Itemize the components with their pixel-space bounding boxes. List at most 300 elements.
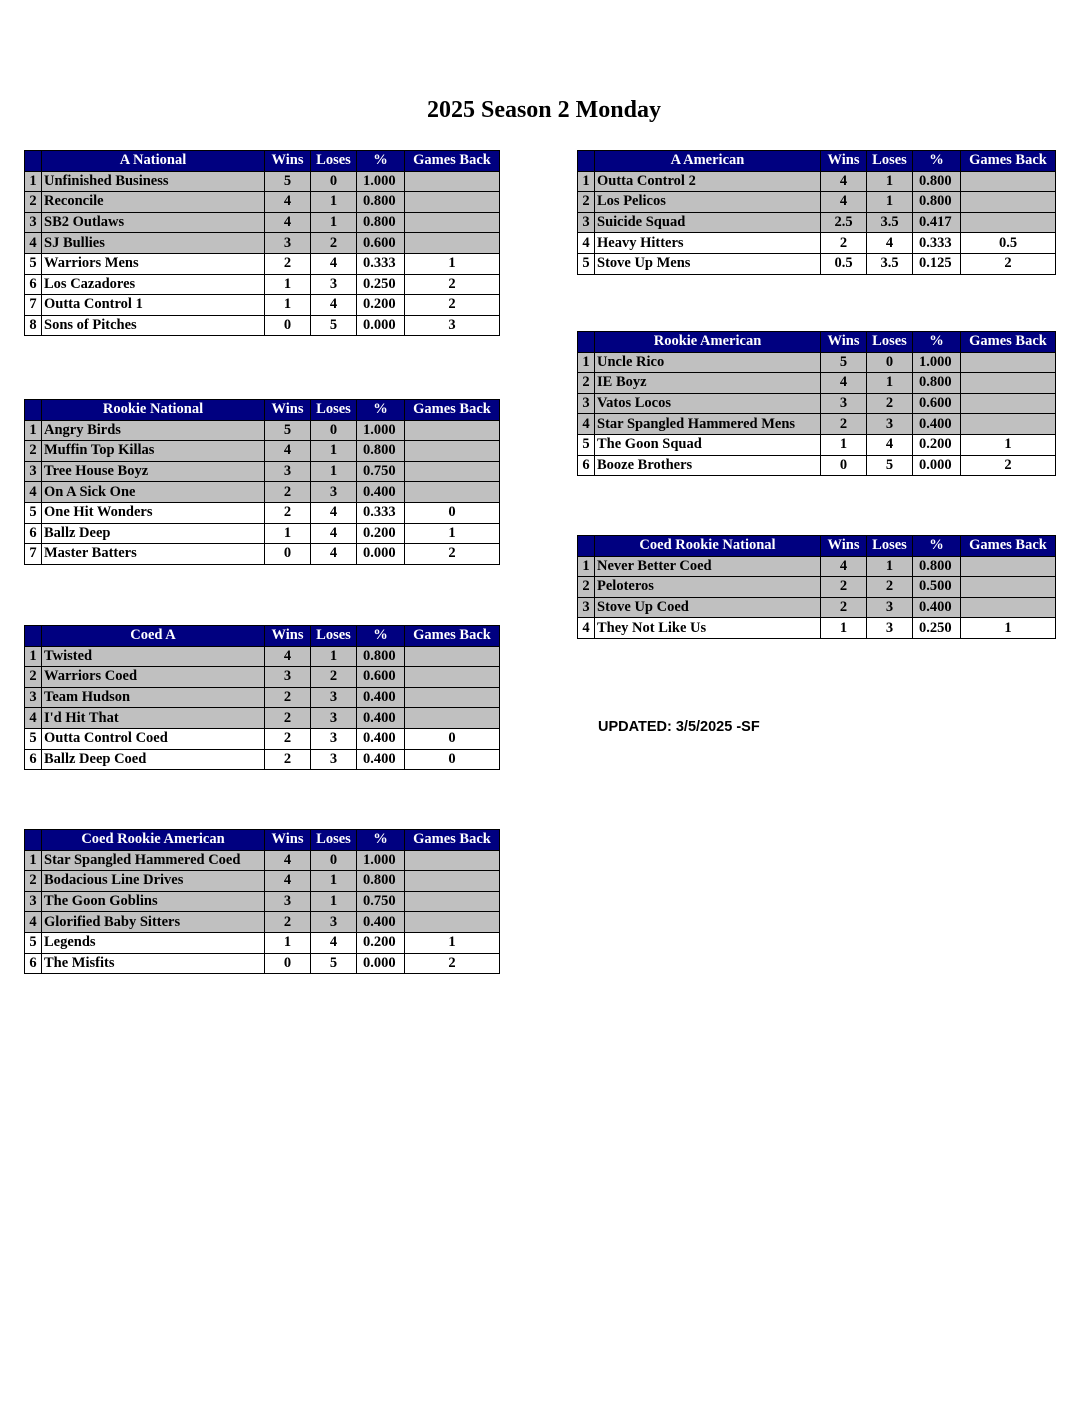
division-name: A American <box>595 151 821 172</box>
games-back-header: Games Back <box>961 151 1056 172</box>
loses-cell: 5 <box>867 455 913 476</box>
games-back-cell: 2 <box>405 544 500 565</box>
wins-cell: 3 <box>821 393 867 414</box>
games-back-cell <box>961 577 1056 598</box>
loses-cell: 1 <box>867 192 913 213</box>
table-header-row <box>578 332 1056 353</box>
loses-cell: 5 <box>311 953 357 974</box>
wins-cell: 0.5 <box>821 253 867 274</box>
rank-header <box>25 400 42 421</box>
rank-cell: 4 <box>578 414 595 435</box>
team-name-cell: One Hit Wonders <box>42 502 265 523</box>
pct-cell: 0.000 <box>357 315 405 336</box>
team-name-cell: I'd Hit That <box>42 708 265 729</box>
pct-cell: 0.600 <box>357 233 405 254</box>
wins-cell: 0 <box>265 544 311 565</box>
games-back-cell <box>405 171 500 192</box>
wins-cell: 4 <box>265 441 311 462</box>
team-name-cell: Reconcile <box>42 192 265 213</box>
standings-table-a-american <box>577 150 1056 275</box>
games-back-cell <box>405 912 500 933</box>
table-row <box>25 192 500 213</box>
wins-cell: 2 <box>265 912 311 933</box>
wins-cell: 1 <box>265 523 311 544</box>
pct-cell: 0.250 <box>357 274 405 295</box>
loses-header: Loses <box>867 332 913 353</box>
wins-cell: 5 <box>821 352 867 373</box>
table-row <box>25 687 500 708</box>
table-row <box>25 749 500 770</box>
pct-header: % <box>913 151 961 172</box>
table-row <box>25 461 500 482</box>
wins-cell: 4 <box>821 556 867 577</box>
pct-cell: 0.200 <box>357 295 405 316</box>
pct-header: % <box>357 151 405 172</box>
pct-cell: 0.400 <box>357 728 405 749</box>
rank-cell: 4 <box>25 708 42 729</box>
pct-header: % <box>913 536 961 557</box>
table-row <box>578 253 1056 274</box>
table-row <box>25 502 500 523</box>
games-back-cell <box>405 461 500 482</box>
games-back-cell <box>405 212 500 233</box>
rank-cell: 8 <box>25 315 42 336</box>
wins-cell: 3 <box>265 891 311 912</box>
team-name-cell: Team Hudson <box>42 687 265 708</box>
wins-cell: 2 <box>821 233 867 254</box>
games-back-cell: 1 <box>405 253 500 274</box>
team-name-cell: The Goon Goblins <box>42 891 265 912</box>
games-back-cell <box>961 373 1056 394</box>
wins-cell: 4 <box>265 850 311 871</box>
games-back-header: Games Back <box>405 626 500 647</box>
rank-cell: 6 <box>25 953 42 974</box>
loses-cell: 2 <box>867 577 913 598</box>
rank-cell: 3 <box>25 891 42 912</box>
loses-header: Loses <box>867 536 913 557</box>
rank-header <box>25 626 42 647</box>
wins-cell: 0 <box>265 953 311 974</box>
table-row <box>25 523 500 544</box>
games-back-header: Games Back <box>961 536 1056 557</box>
pct-cell: 0.250 <box>913 618 961 639</box>
loses-cell: 3 <box>311 687 357 708</box>
wins-cell: 3 <box>265 233 311 254</box>
pct-cell: 0.400 <box>357 749 405 770</box>
pct-cell: 0.400 <box>357 708 405 729</box>
loses-cell: 3 <box>311 708 357 729</box>
loses-cell: 2 <box>311 233 357 254</box>
wins-cell: 2 <box>265 728 311 749</box>
games-back-cell <box>405 192 500 213</box>
games-back-cell <box>961 393 1056 414</box>
wins-header: Wins <box>265 400 311 421</box>
team-name-cell: Los Pelicos <box>595 192 821 213</box>
team-name-cell: Bodacious Line Drives <box>42 871 265 892</box>
team-name-cell: Ballz Deep Coed <box>42 749 265 770</box>
games-back-cell <box>405 850 500 871</box>
loses-header: Loses <box>867 151 913 172</box>
games-back-cell: 2 <box>405 295 500 316</box>
loses-cell: 3 <box>867 414 913 435</box>
wins-cell: 1 <box>265 295 311 316</box>
wins-cell: 4 <box>821 192 867 213</box>
pct-cell: 0.333 <box>913 233 961 254</box>
loses-cell: 3 <box>311 728 357 749</box>
pct-cell: 0.800 <box>913 192 961 213</box>
rank-header <box>578 151 595 172</box>
loses-header: Loses <box>311 830 357 851</box>
loses-header: Loses <box>311 626 357 647</box>
team-name-cell: Star Spangled Hammered Coed <box>42 850 265 871</box>
loses-cell: 4 <box>311 295 357 316</box>
pct-cell: 0.800 <box>913 373 961 394</box>
games-back-cell: 0 <box>405 749 500 770</box>
games-back-cell <box>961 192 1056 213</box>
games-back-cell: 1 <box>961 618 1056 639</box>
team-name-cell: Legends <box>42 932 265 953</box>
wins-cell: 5 <box>265 420 311 441</box>
rank-cell: 6 <box>25 274 42 295</box>
table-row <box>25 544 500 565</box>
games-back-cell: 2 <box>405 953 500 974</box>
rank-cell: 5 <box>578 434 595 455</box>
wins-cell: 4 <box>265 646 311 667</box>
team-name-cell: The Goon Squad <box>595 434 821 455</box>
table-row <box>25 482 500 503</box>
wins-cell: 2 <box>821 597 867 618</box>
table-row <box>578 618 1056 639</box>
games-back-cell <box>405 871 500 892</box>
wins-cell: 3 <box>265 461 311 482</box>
games-back-header: Games Back <box>405 151 500 172</box>
pct-cell: 0.200 <box>357 932 405 953</box>
wins-cell: 2 <box>265 482 311 503</box>
table-row <box>578 373 1056 394</box>
table-row <box>25 708 500 729</box>
table-row <box>25 728 500 749</box>
wins-cell: 4 <box>265 192 311 213</box>
table-row <box>578 597 1056 618</box>
rank-cell: 7 <box>25 544 42 565</box>
games-back-header: Games Back <box>405 830 500 851</box>
wins-cell: 5 <box>265 171 311 192</box>
table-row <box>25 850 500 871</box>
pct-cell: 1.000 <box>913 352 961 373</box>
rank-cell: 1 <box>578 352 595 373</box>
pct-cell: 0.800 <box>913 556 961 577</box>
team-name-cell: SB2 Outlaws <box>42 212 265 233</box>
loses-cell: 3 <box>867 618 913 639</box>
games-back-cell: 3 <box>405 315 500 336</box>
table-row <box>25 871 500 892</box>
wins-cell: 2 <box>265 708 311 729</box>
team-name-cell: Heavy Hitters <box>595 233 821 254</box>
table-row <box>25 667 500 688</box>
table-header-row <box>25 400 500 421</box>
team-name-cell: Peloteros <box>595 577 821 598</box>
table-row <box>25 420 500 441</box>
loses-cell: 1 <box>867 171 913 192</box>
standings-table-coed-rookie-national <box>577 535 1056 639</box>
team-name-cell: Outta Control Coed <box>42 728 265 749</box>
games-back-cell: 2 <box>405 274 500 295</box>
wins-cell: 2 <box>265 749 311 770</box>
games-back-cell <box>405 482 500 503</box>
pct-cell: 0.000 <box>357 953 405 974</box>
rank-cell: 5 <box>578 253 595 274</box>
standings-table-coed-a <box>24 625 500 770</box>
standings-table-rookie-american <box>577 331 1056 476</box>
wins-header: Wins <box>265 626 311 647</box>
table-row <box>25 274 500 295</box>
wins-cell: 0 <box>821 455 867 476</box>
pct-cell: 1.000 <box>357 420 405 441</box>
loses-cell: 4 <box>311 253 357 274</box>
games-back-cell: 2 <box>961 455 1056 476</box>
team-name-cell: Master Batters <box>42 544 265 565</box>
loses-cell: 3 <box>867 597 913 618</box>
table-row <box>578 171 1056 192</box>
wins-cell: 4 <box>821 373 867 394</box>
rank-cell: 4 <box>25 912 42 933</box>
pct-cell: 0.400 <box>913 414 961 435</box>
wins-cell: 4 <box>265 212 311 233</box>
team-name-cell: Warriors Mens <box>42 253 265 274</box>
rank-cell: 1 <box>25 171 42 192</box>
rank-cell: 5 <box>25 253 42 274</box>
pct-cell: 0.417 <box>913 212 961 233</box>
games-back-cell: 1 <box>405 932 500 953</box>
team-name-cell: Outta Control 1 <box>42 295 265 316</box>
loses-cell: 3 <box>311 482 357 503</box>
wins-header: Wins <box>821 536 867 557</box>
loses-cell: 4 <box>867 434 913 455</box>
rank-cell: 5 <box>25 932 42 953</box>
loses-cell: 0 <box>311 420 357 441</box>
loses-cell: 0 <box>867 352 913 373</box>
rank-cell: 6 <box>25 749 42 770</box>
division-name: Rookie National <box>42 400 265 421</box>
rank-cell: 7 <box>25 295 42 316</box>
updated-note: UPDATED: 3/5/2025 -SF <box>598 719 760 735</box>
pct-cell: 0.800 <box>357 646 405 667</box>
pct-cell: 0.800 <box>357 441 405 462</box>
wins-cell: 4 <box>265 871 311 892</box>
pct-cell: 0.400 <box>357 687 405 708</box>
division-name: Rookie American <box>595 332 821 353</box>
team-name-cell: Uncle Rico <box>595 352 821 373</box>
rank-cell: 5 <box>25 728 42 749</box>
rank-cell: 1 <box>578 171 595 192</box>
team-name-cell: Tree House Boyz <box>42 461 265 482</box>
rank-cell: 1 <box>25 850 42 871</box>
table-row <box>25 912 500 933</box>
games-back-header: Games Back <box>405 400 500 421</box>
loses-cell: 0 <box>311 171 357 192</box>
pct-cell: 0.400 <box>913 597 961 618</box>
division-name: Coed Rookie National <box>595 536 821 557</box>
games-back-cell <box>961 556 1056 577</box>
team-name-cell: Star Spangled Hammered Mens <box>595 414 821 435</box>
wins-cell: 1 <box>821 434 867 455</box>
games-back-cell <box>405 233 500 254</box>
pct-cell: 1.000 <box>357 171 405 192</box>
rank-cell: 3 <box>25 461 42 482</box>
pct-cell: 0.800 <box>357 212 405 233</box>
loses-cell: 4 <box>867 233 913 254</box>
pct-cell: 1.000 <box>357 850 405 871</box>
rank-cell: 3 <box>578 393 595 414</box>
table-row <box>578 577 1056 598</box>
loses-cell: 1 <box>311 646 357 667</box>
loses-cell: 4 <box>311 932 357 953</box>
page-title: 2025 Season 2 Monday <box>426 97 662 123</box>
table-row <box>25 953 500 974</box>
pct-cell: 0.333 <box>357 253 405 274</box>
games-back-cell: 1 <box>961 434 1056 455</box>
table-header-row <box>25 151 500 172</box>
wins-cell: 2 <box>265 253 311 274</box>
table-row <box>25 646 500 667</box>
table-row <box>25 441 500 462</box>
wins-cell: 2.5 <box>821 212 867 233</box>
team-name-cell: Ballz Deep <box>42 523 265 544</box>
team-name-cell: Stove Up Coed <box>595 597 821 618</box>
wins-cell: 1 <box>265 932 311 953</box>
team-name-cell: Booze Brothers <box>595 455 821 476</box>
rank-cell: 3 <box>25 687 42 708</box>
loses-cell: 1 <box>311 441 357 462</box>
loses-cell: 4 <box>311 544 357 565</box>
standings-table-rookie-national <box>24 399 500 565</box>
pct-cell: 0.600 <box>357 667 405 688</box>
team-name-cell: Stove Up Mens <box>595 253 821 274</box>
wins-cell: 3 <box>265 667 311 688</box>
loses-cell: 2 <box>867 393 913 414</box>
table-row <box>25 315 500 336</box>
rank-header <box>578 536 595 557</box>
team-name-cell: Sons of Pitches <box>42 315 265 336</box>
loses-cell: 3 <box>311 749 357 770</box>
loses-cell: 1 <box>311 461 357 482</box>
table-row <box>578 192 1056 213</box>
team-name-cell: Los Cazadores <box>42 274 265 295</box>
pct-cell: 0.200 <box>357 523 405 544</box>
pct-cell: 0.600 <box>913 393 961 414</box>
games-back-cell <box>405 441 500 462</box>
table-row <box>25 171 500 192</box>
division-name: Coed A <box>42 626 265 647</box>
team-name-cell: Outta Control 2 <box>595 171 821 192</box>
pct-header: % <box>357 626 405 647</box>
table-row <box>25 253 500 274</box>
pct-header: % <box>357 830 405 851</box>
loses-cell: 1 <box>311 192 357 213</box>
pct-cell: 0.125 <box>913 253 961 274</box>
games-back-cell <box>961 212 1056 233</box>
pct-cell: 0.800 <box>357 192 405 213</box>
wins-cell: 0 <box>265 315 311 336</box>
rank-cell: 2 <box>578 192 595 213</box>
division-name: A National <box>42 151 265 172</box>
wins-cell: 1 <box>821 618 867 639</box>
team-name-cell: Never Better Coed <box>595 556 821 577</box>
loses-cell: 2 <box>311 667 357 688</box>
pct-cell: 0.750 <box>357 461 405 482</box>
table-header-row <box>578 151 1056 172</box>
games-back-cell <box>961 414 1056 435</box>
table-row <box>578 434 1056 455</box>
games-back-header: Games Back <box>961 332 1056 353</box>
pct-cell: 0.400 <box>357 482 405 503</box>
loses-cell: 3.5 <box>867 212 913 233</box>
rank-cell: 4 <box>578 618 595 639</box>
table-row <box>578 414 1056 435</box>
games-back-cell <box>961 352 1056 373</box>
rank-cell: 5 <box>25 502 42 523</box>
rank-cell: 6 <box>25 523 42 544</box>
rank-cell: 1 <box>578 556 595 577</box>
games-back-cell <box>405 891 500 912</box>
wins-cell: 2 <box>265 687 311 708</box>
division-name: Coed Rookie American <box>42 830 265 851</box>
pct-cell: 0.800 <box>913 171 961 192</box>
rank-header <box>25 151 42 172</box>
games-back-cell <box>961 171 1056 192</box>
team-name-cell: Warriors Coed <box>42 667 265 688</box>
games-back-cell: 2 <box>961 253 1056 274</box>
table-header-row <box>25 830 500 851</box>
standings-table-coed-rookie-american <box>24 829 500 974</box>
table-header-row <box>25 626 500 647</box>
loses-cell: 1 <box>311 212 357 233</box>
loses-cell: 0 <box>311 850 357 871</box>
rank-cell: 2 <box>25 871 42 892</box>
rank-cell: 2 <box>25 667 42 688</box>
pct-cell: 0.000 <box>913 455 961 476</box>
pct-cell: 0.400 <box>357 912 405 933</box>
team-name-cell: They Not Like Us <box>595 618 821 639</box>
rank-header <box>578 332 595 353</box>
team-name-cell: IE Boyz <box>595 373 821 394</box>
games-back-cell <box>405 708 500 729</box>
table-row <box>578 352 1056 373</box>
rank-cell: 4 <box>25 233 42 254</box>
rank-cell: 6 <box>578 455 595 476</box>
pct-cell: 0.000 <box>357 544 405 565</box>
team-name-cell: Glorified Baby Sitters <box>42 912 265 933</box>
rank-cell: 4 <box>25 482 42 503</box>
table-row <box>578 393 1056 414</box>
rank-cell: 3 <box>578 212 595 233</box>
wins-cell: 2 <box>821 414 867 435</box>
table-row <box>578 233 1056 254</box>
pct-cell: 0.750 <box>357 891 405 912</box>
pct-cell: 0.800 <box>357 871 405 892</box>
team-name-cell: Suicide Squad <box>595 212 821 233</box>
table-row <box>25 932 500 953</box>
table-row <box>578 212 1056 233</box>
pct-header: % <box>357 400 405 421</box>
rank-cell: 2 <box>25 192 42 213</box>
loses-header: Loses <box>311 400 357 421</box>
games-back-cell: 0 <box>405 728 500 749</box>
rank-cell: 2 <box>25 441 42 462</box>
team-name-cell: Vatos Locos <box>595 393 821 414</box>
wins-header: Wins <box>821 151 867 172</box>
table-row <box>25 212 500 233</box>
